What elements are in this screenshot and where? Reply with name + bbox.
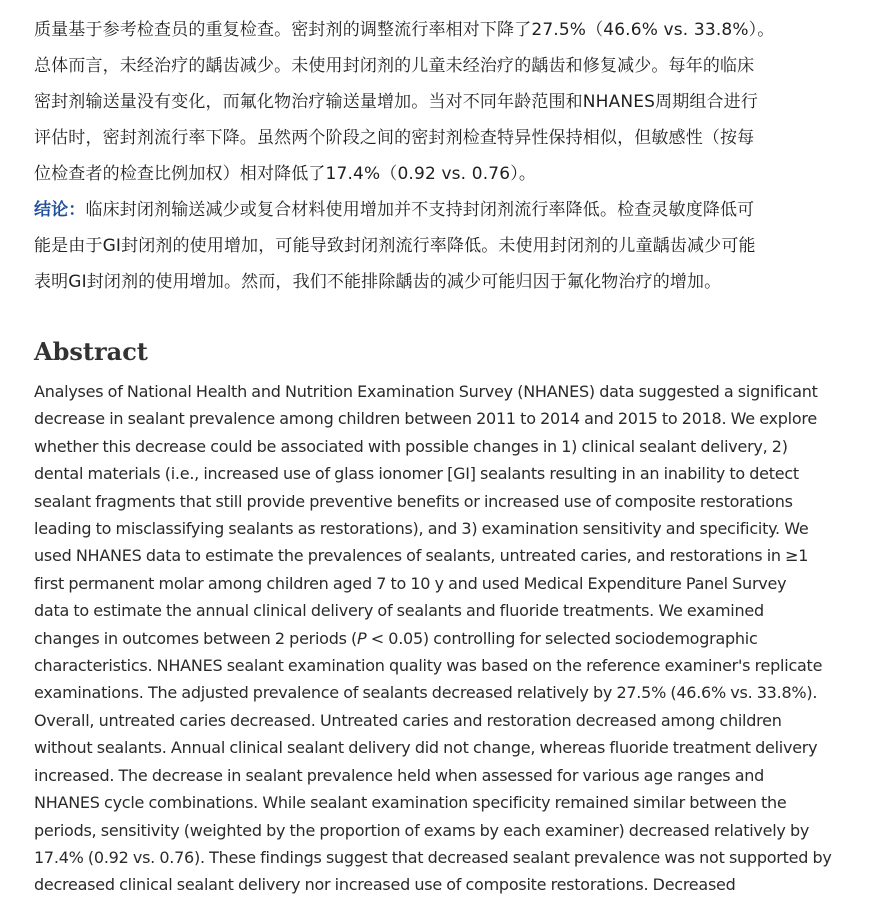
abstract-line: periods, sensitivity (weighted by the proportion of exams by each examiner) decreased relatively by xyxy=(34,820,810,840)
abstract-heading: Abstract xyxy=(34,337,148,366)
abstract-line: increased. The decrease in sealant prevalence held when assessed for various age ranges and xyxy=(34,765,765,785)
chinese-results-line: 评估时，密封剂流行率下降。虽然两个阶段之间的密封剂检查特异性保持相似，但敏感性（按每 xyxy=(34,128,755,148)
abstract-line: dental materials (i.e., increased use of glass ionomer [GI] sealants resulting in an inability to detect xyxy=(34,464,799,484)
chinese-results-line: 总体而言，未经治疗的龋齿减少。未使用封闭剂的儿童未经治疗的龋齿和修复减少。每年的临床 xyxy=(34,56,755,76)
abstract-line: 17.4% (0.92 vs. 0.76). These findings suggest that decreased sealant prevalence was not supported by xyxy=(34,847,832,867)
abstract-line: decrease in sealant prevalence among children between 2011 to 2014 and 2015 to 2018. We explore xyxy=(34,409,817,429)
chinese-conclusion-paragraph xyxy=(34,192,862,300)
conclusion-label: 结论： xyxy=(34,200,86,220)
abstract-line: changes in outcomes between 2 periods (P < 0.05) controlling for selected sociodemographic xyxy=(34,628,758,648)
abstract-line: first permanent molar among children aged 7 to 10 y and used Medical Expenditure Panel Survey xyxy=(34,573,787,593)
abstract-line: NHANES cycle combinations. While sealant examination specificity remained similar between the xyxy=(34,793,787,813)
chinese-results-paragraph xyxy=(34,12,862,192)
abstract-line: used NHANES data to estimate the prevalences of sealants, untreated caries, and restorations in ≥1 xyxy=(34,546,809,566)
abstract-line: examinations. The adjusted prevalence of sealants decreased relatively by 27.5% (46.6% vs. 33.8%). xyxy=(34,683,818,703)
article-body xyxy=(34,12,862,899)
abstract-line: characteristics. NHANES sealant examination quality was based on the reference examiner's replicate xyxy=(34,656,823,676)
abstract-line: without sealants. Annual clinical sealant delivery did not change, whereas fluoride treatment delivery xyxy=(34,738,818,758)
chinese-conclusion-line: 能是由于GI封闭剂的使用增加，可能导致封闭剂流行率降低。未使用封闭剂的儿童龋齿减少可能 xyxy=(34,236,756,256)
chinese-conclusion-line: 表明GI封闭剂的使用增加。然而，我们不能排除龋齿的减少可能归因于氟化物治疗的增加。 xyxy=(34,272,722,292)
abstract-line: leading to misclassifying sealants as restorations), and 3) examination sensitivity and specificity. We xyxy=(34,519,809,539)
abstract-line: data to estimate the annual clinical delivery of sealants and fluoride treatments. We examined xyxy=(34,601,764,621)
abstract-line: Overall, untreated caries decreased. Untreated caries and restoration decreased among children xyxy=(34,710,782,730)
chinese-conclusion-line xyxy=(34,192,862,228)
chinese-results-line: 密封剂输送量没有变化，而氟化物治疗输送量增加。当对不同年龄范围和NHANES周期组合进行 xyxy=(34,92,758,112)
abstract-line: sealant fragments that still provide preventive benefits or increased use of composite restorations xyxy=(34,491,793,511)
chinese-results-line: 质量基于参考检查员的重复检查。密封剂的调整流行率相对下降了27.5%（46.6% vs. 33.8%）。 xyxy=(34,20,775,40)
abstract-line: decreased clinical sealant delivery nor increased use of composite restorations. Decreased xyxy=(34,875,736,895)
abstract-line: Analyses of National Health and Nutrition Examination Survey (NHANES) data suggested a significant xyxy=(34,382,818,401)
chinese-results-line: 位检查者的检查比例加权）相对降低了17.4%（0.92 vs. 0.76）。 xyxy=(34,164,537,184)
chinese-conclusion-text: 临床封闭剂输送减少或复合材料使用增加并不支持封闭剂流行率降低。检查灵敏度降低可 xyxy=(85,200,755,220)
abstract-line: whether this decrease could be associated with possible changes in 1) clinical sealant delivery, 2) xyxy=(34,436,788,456)
abstract-paragraph xyxy=(34,378,862,899)
